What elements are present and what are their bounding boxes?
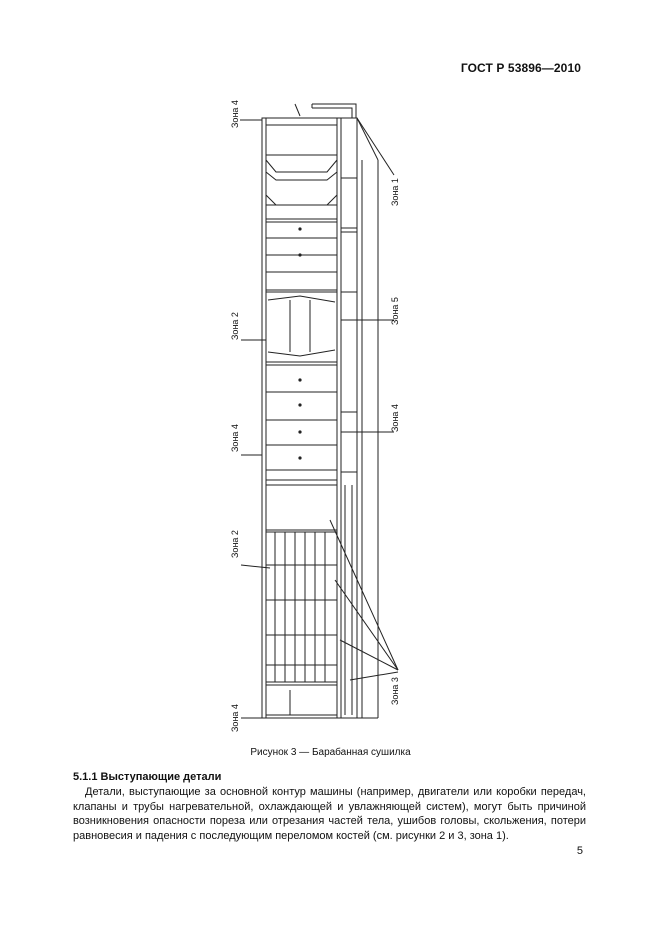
zone-label-left-1: Зона 4 [230, 100, 240, 128]
section-title: 5.1.1 Выступающие детали [73, 771, 222, 783]
zone-label-left-2: Зона 2 [230, 312, 240, 340]
zone-label-left-4: Зона 2 [230, 530, 240, 558]
zone-label-right-4: Зона 3 [390, 677, 400, 705]
zone-label-right-3: Зона 4 [390, 404, 400, 432]
zone-label-right-2: Зона 5 [390, 297, 400, 325]
section-paragraph: Детали, выступающие за основной контур машины (например, двигатели или коробки передач, клапаны и трубы нагревательной, охлаждающей и увлажняющей систем), могут быть причиной возникновения опасности пореза или отрезания частей тела, ушибов головы, скольжения, потери равновесия и падения с последующим переломом костей (см. рисунки 2 и 3, зона 1). [73, 786, 586, 842]
page-number: 5 [576, 845, 583, 857]
zone-label-left-5: Зона 4 [230, 704, 240, 732]
document-header: ГОСТ Р 53896—2010 [460, 61, 581, 75]
zone-label-right-1: Зона 1 [390, 178, 400, 206]
figure-caption: Рисунок 3 — Барабанная сушилка [250, 747, 411, 758]
zone-label-left-3: Зона 4 [230, 424, 240, 452]
section-body [73, 785, 586, 843]
